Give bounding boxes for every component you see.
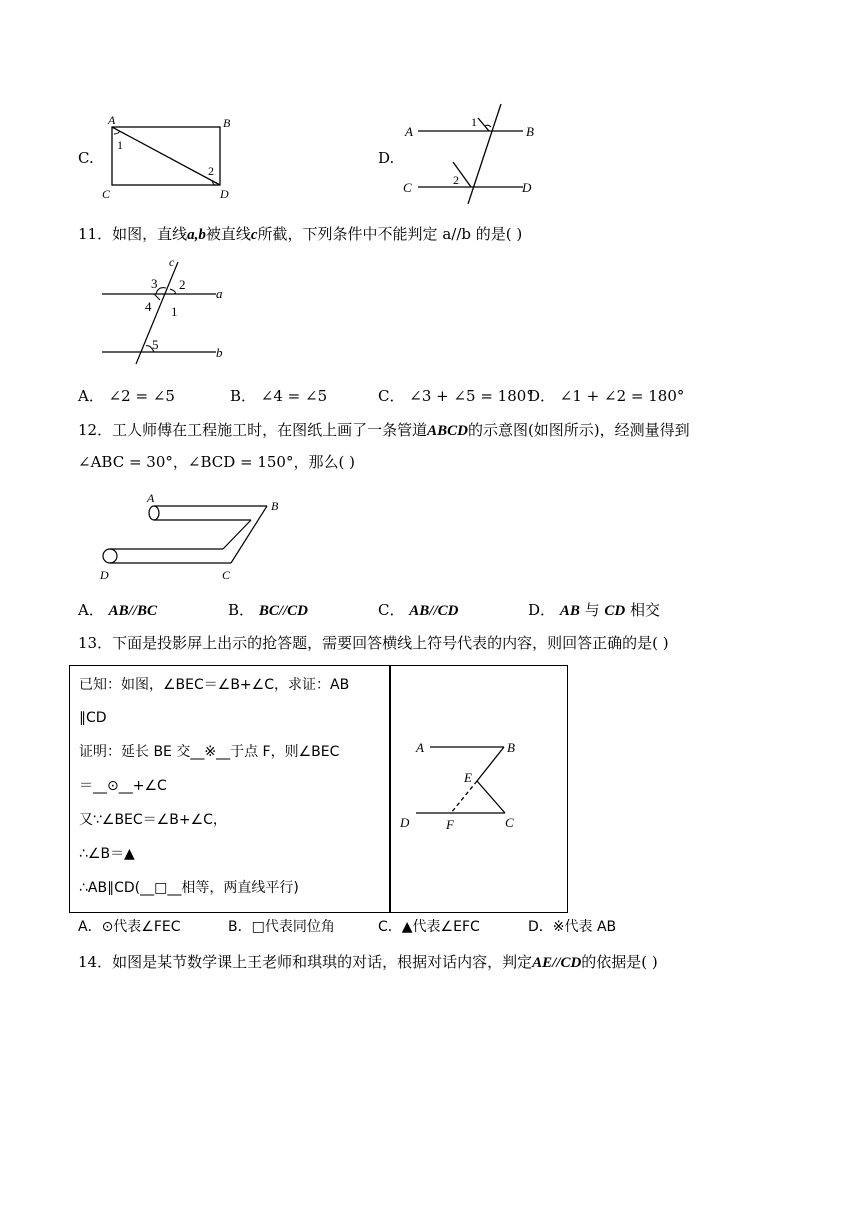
q11-option-c: C． ∠3 + ∠5 = 180°: [378, 387, 534, 405]
label-a: A: [147, 491, 155, 505]
angle-2-label: 2: [179, 277, 186, 292]
proof-line: ＝__⊙__+∠C: [79, 778, 167, 794]
q11-option-a: A． ∠2 = ∠5: [78, 387, 175, 405]
angle-1-label: 1: [171, 304, 178, 319]
angle-1-label: 1: [117, 138, 123, 152]
label-c: C: [505, 815, 514, 830]
label-d: D: [100, 568, 109, 582]
label-a: A: [416, 740, 424, 755]
proof-line: 证明：延长 BE 交__※__于点 F，则∠BEC: [79, 744, 340, 760]
proof-line: ∥CD: [79, 710, 107, 726]
q13-figure: [394, 730, 534, 840]
line-c-label: c: [169, 256, 175, 269]
label-e: E: [464, 770, 472, 785]
label-b: B: [507, 740, 515, 755]
label-b: B: [526, 124, 534, 139]
q12-stem-line1: 12．工人师傅在工程施工时，在图纸上画了一条管道ABCD的示意图(如图所示)，经测量得到: [78, 421, 690, 439]
angle-2-label: 2: [453, 173, 459, 187]
proof-line: 又∵∠BEC＝∠B+∠C，: [79, 812, 227, 828]
label-d: D: [220, 187, 229, 201]
line-b-label: b: [216, 345, 223, 360]
q12-option-c: C． AB//CD: [378, 601, 459, 619]
q13-option-d: D．※代表 AB: [528, 919, 617, 935]
q11-stem: 11．如图，直线a,b被直线c所截，下列条件中不能判定 a//b 的是( ): [78, 225, 523, 243]
angle-1-label: 1: [471, 115, 477, 129]
option-d-label: D.: [378, 149, 395, 167]
q11-option-b: B． ∠4 = ∠5: [230, 387, 328, 405]
q11-figure: [98, 256, 238, 366]
q13-stem: 13．下面是投影屏上出示的抢答题，需要回答横线上符号代表的内容，则回答正确的是( ): [78, 634, 669, 652]
q12-stem-line2: ∠ABC = 30°，∠BCD = 150°，那么( ): [78, 453, 355, 471]
proof-line: ∴∠B＝▲: [79, 846, 135, 862]
angle-5-label: 5: [152, 337, 159, 352]
label-c: C: [102, 187, 111, 201]
label-d: D: [400, 815, 410, 830]
label-a: A: [405, 124, 413, 139]
line-a-label: a: [216, 286, 223, 301]
q13-option-b: B．□代表同位角: [228, 919, 335, 935]
label-f: F: [446, 817, 454, 832]
q10-figure-d: [398, 100, 548, 204]
q13-option-c: C．▲代表∠EFC: [378, 919, 480, 935]
q13-proof-text: [79, 674, 349, 912]
q14-stem: 14．如图是某节数学课上王老师和琪琪的对话，根据对话内容，判定AE//CD的依据是( ): [78, 953, 658, 971]
angle-2-label: 2: [208, 164, 214, 178]
label-d: D: [522, 180, 532, 195]
label-b: B: [223, 116, 231, 130]
option-c-label: C.: [78, 149, 94, 167]
q12-option-b: B． BC//CD: [228, 601, 308, 619]
q12-option-d: D． AB 与 CD 相交: [528, 601, 660, 619]
label-a: A: [108, 113, 116, 127]
proof-line: ∴AB∥CD(__□__相等，两直线平行): [79, 880, 299, 896]
table-divider: [389, 665, 391, 913]
label-c: C: [222, 568, 231, 582]
q12-option-a: A． AB//BC: [78, 601, 157, 619]
label-b: B: [271, 499, 279, 513]
q11-option-d: D． ∠1 + ∠2 = 180°: [528, 387, 685, 405]
q12-pipe-figure: [95, 486, 295, 586]
proof-line: 已知：如图，∠BEC＝∠B+∠C，求证：AB: [79, 677, 350, 693]
q13-option-a: A．⊙代表∠FEC: [78, 919, 181, 935]
q10-figure-c: [98, 112, 243, 204]
angle-3-label: 3: [151, 276, 158, 291]
angle-4-label: 4: [145, 299, 152, 314]
label-c: C: [403, 180, 412, 195]
